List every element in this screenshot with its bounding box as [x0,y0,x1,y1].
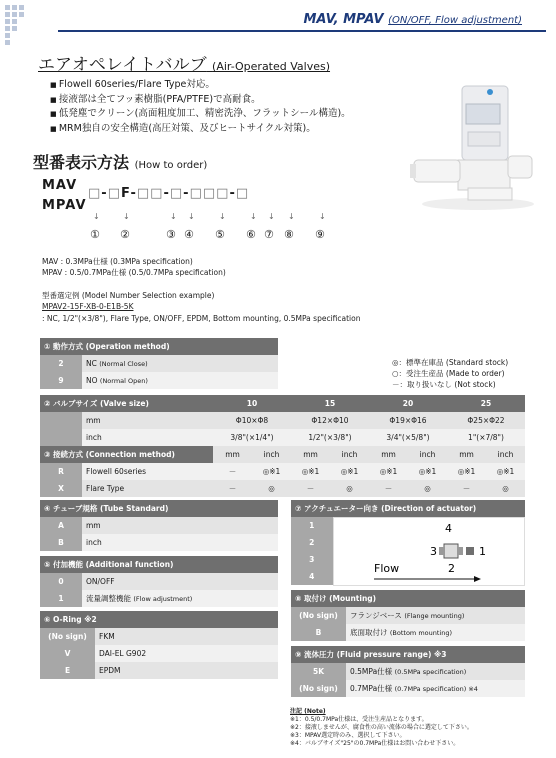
svg-text:3: 3 [429,544,437,558]
size-header: 25 [447,395,525,412]
o-ring-table [40,611,278,679]
availability-cell: － [213,463,252,480]
option-key: (No sign) [291,680,346,697]
option-value: NO (Normal Open) [82,372,278,389]
note-item: ※3：MPAV選定時のみ、選択して下さい。 [290,732,406,739]
down-arrow-icon: ↓ [319,212,326,221]
example-label: 型番選定例 (Model Number Selection example) [42,291,215,300]
code-dash: - [229,186,236,201]
code-number: ③ [166,228,176,241]
option-value: Flare Type [82,480,213,497]
option-key: 5K [291,663,346,680]
option-value: 底面取付け (Bottom mounting) [346,624,525,641]
header-rule [58,30,546,32]
option-value: Flowell 60series [82,463,213,480]
option-key: V [40,645,95,662]
option-key: R [40,463,82,480]
actuator-direction-table [291,500,525,586]
code-number: ⑤ [215,228,225,241]
section-title: ⑧ 取付け (Mounting) [291,590,525,607]
feature-item: ■ Flowell 60series/Flare Type対応。 [50,78,351,93]
unit-header: inch [486,446,525,463]
header-title: MAV, MPAV [303,12,384,27]
valve-size-connection-table [40,395,525,497]
svg-text:1: 1 [478,544,486,558]
fluid-pressure-table [291,646,525,697]
unit-header: mm [291,446,330,463]
svg-text:Flow: Flow [373,561,399,575]
operation-method-table [40,338,278,389]
code-letter: F [121,186,131,201]
option-value: 0.7MPa仕様 (0.7MPa specification) ※4 [346,680,525,697]
spec-note-mpav: MPAV : 0.5/0.7MPa仕様 (0.5/0.7MPa specification) [42,268,226,277]
option-value: FKM [95,628,278,645]
size-inch: 1/2"(×3/8") [291,429,369,446]
additional-function-table [40,556,278,607]
option-key: 0 [40,573,82,590]
option-key: X [40,480,82,497]
availability-cell: ◎※1 [447,463,486,480]
availability-cell: ◎ [330,480,369,497]
notes-title: 注記 (Note) [290,708,326,715]
direction-diagram [354,520,514,584]
option-key: 1 [40,590,82,607]
code-box: □□□ [189,186,230,201]
svg-text:2: 2 [447,561,455,575]
option-key: B [40,534,82,551]
down-arrow-icon: ↓ [268,212,275,221]
product-title-en: (Air-Operated Valves) [212,60,331,73]
option-value: 0.5MPa仕様 (0.5MPa specification) [346,663,525,680]
code-box: □ [88,186,102,201]
size-inch: 1"(×7/8") [447,429,525,446]
availability-cell: ◎※1 [330,463,369,480]
feature-list [50,78,351,136]
option-key: A [40,517,82,534]
down-arrow-icon: ↓ [93,212,100,221]
inch-label: inch [82,429,213,446]
model-mav: MAV [42,178,78,193]
how-to-order-heading [33,150,207,173]
notes [290,708,473,748]
spec-note-mav: MAV : 0.3MPa仕様 (0.3MPa specification) [42,257,193,266]
feature-item: ■ 低発塵でクリーン(高面粗度加工、精密洗浄、フラットシール構造)。 [50,107,351,122]
option-value: NC (Normal Close) [82,355,278,372]
availability-cell: － [369,480,408,497]
availability-cell: ◎※1 [369,463,408,480]
stock-legend [392,357,508,390]
option-value: フランジベース (Flange mounting) [346,607,525,624]
availability-cell: ◎※1 [291,463,330,480]
down-arrow-icon: ↓ [123,212,130,221]
model-mpav: MPAV [42,198,87,213]
header-subtitle: (ON/OFF, Flow adjustment) [388,15,522,26]
availability-cell: － [213,480,252,497]
code-number: ① [90,228,100,241]
note-item: ※1：0.5/0.7MPa仕様は、受注生産品となります。 [290,716,428,723]
feature-item: ■ MRM独自の安全構造(高圧対策、及びヒートサイクル対策)。 [50,122,351,137]
code-box: □ [107,186,121,201]
section-title: ⑦ アクチュエーター向き (Direction of actuator) [291,500,525,517]
option-key: 2 [40,355,82,372]
direction-diagram-cell [333,517,525,585]
section-title: ④ チューブ規格 (Tube Standard) [40,500,278,517]
code-number: ⑨ [315,228,325,241]
corner-decoration [0,0,30,50]
section-title: ⑨ 流体圧力 (Fluid pressure range) ※3 [291,646,525,663]
option-key: 9 [40,372,82,389]
model-code-template [88,186,249,201]
down-arrow-icon: ↓ [170,212,177,221]
legend-standard-stock: ◎：標準在庫品 (Standard stock) [392,358,509,367]
option-key: 1 [291,517,333,534]
product-title-jp: エアオペレイトバルブ [38,55,207,75]
availability-cell: ◎※1 [486,463,525,480]
note-item: ※2：接液しませんが、腐食性の高い流体の場合に選定して下さい。 [290,724,473,731]
option-value: DAI-EL G902 [95,645,278,662]
code-box: □□ [136,186,164,201]
option-key: (No sign) [40,628,95,645]
option-value: inch [82,534,278,551]
code-box: □ [235,186,250,201]
availability-cell: － [291,480,330,497]
unit-header: mm [369,446,408,463]
section-title: ⑥ O-Ring ※2 [40,611,278,628]
example-code: MPAV2-15F-XB-0-E1B-5K [42,302,134,311]
section-title: ② バルブサイズ (Valve size) [40,395,213,412]
how-to-order-title-en: (How to order) [134,160,208,171]
model-prefix [42,176,87,216]
size-mm: Φ25×Φ22 [447,412,525,429]
size-mm: Φ12×Φ10 [291,412,369,429]
option-key: 4 [291,568,333,585]
down-arrow-icon: ↓ [250,212,257,221]
size-inch: 3/4"(×5/8") [369,429,447,446]
code-box: □ [169,186,184,201]
code-number: ⑥ [246,228,256,241]
availability-cell: ◎ [408,480,447,497]
availability-cell: ◎ [252,480,291,497]
unit-header: mm [447,446,486,463]
mounting-table [291,590,525,641]
down-arrow-icon: ↓ [188,212,195,221]
option-value: ON/OFF [82,573,278,590]
valve-product-image [408,76,538,212]
code-number: ⑧ [284,228,294,241]
legend-not-stock: －：取り扱いなし (Not stock) [392,380,496,389]
option-key: 2 [291,534,333,551]
svg-text:4: 4 [444,521,452,535]
unit-header: inch [330,446,369,463]
code-dash: - [183,186,190,201]
size-mm: Φ10×Φ8 [213,412,291,429]
code-number: ④ [184,228,194,241]
size-header: 20 [369,395,447,412]
code-number: ② [120,228,130,241]
code-number: ⑦ [264,228,274,241]
size-mm: Φ19×Φ16 [369,412,447,429]
availability-cell: ◎ [486,480,525,497]
availability-cell: － [447,480,486,497]
section-title: ① 動作方式 (Operation method) [40,338,278,355]
option-value: mm [82,517,278,534]
example-description: : NC, 1/2"(×3/8"), Flare Type, ON/OFF, EPDM, Bottom mounting, 0.5MPa specification [42,314,361,323]
code-dash: - [101,186,108,201]
product-title [38,50,330,75]
option-key: B [291,624,346,641]
option-key: E [40,662,95,679]
down-arrow-icon: ↓ [288,212,295,221]
note-item: ※4：バルブサイズ"25"の0.7MPa仕様はお問い合わせ下さい。 [290,740,460,747]
mm-label: mm [82,412,213,429]
size-header: 10 [213,395,291,412]
unit-header: inch [252,446,291,463]
unit-header: mm [213,446,252,463]
option-value: EPDM [95,662,278,679]
section-title: ⑤ 付加機能 (Additional function) [40,556,278,573]
availability-cell: ◎※1 [252,463,291,480]
unit-header: inch [408,446,447,463]
code-dash: - [130,186,137,201]
how-to-order-title: 型番表示方法 [33,153,130,172]
option-key: (No sign) [291,607,346,624]
option-key: 3 [291,551,333,568]
code-dash: - [163,186,170,201]
size-header: 15 [291,395,369,412]
availability-cell: ◎※1 [408,463,447,480]
option-value: 流量調整機能 (Flow adjustment) [82,590,278,607]
section-title: ③ 接続方式 (Connection method) [40,446,213,463]
down-arrow-icon: ↓ [219,212,226,221]
size-inch: 3/8"(×1/4") [213,429,291,446]
legend-made-to-order: ○：受注生産品 (Made to order) [392,369,505,378]
tube-standard-table [40,500,278,551]
feature-item: ■ 接液部は全てフッ素樹脂(PFA/PTFE)で高耐食。 [50,93,351,108]
page-header [303,12,522,27]
